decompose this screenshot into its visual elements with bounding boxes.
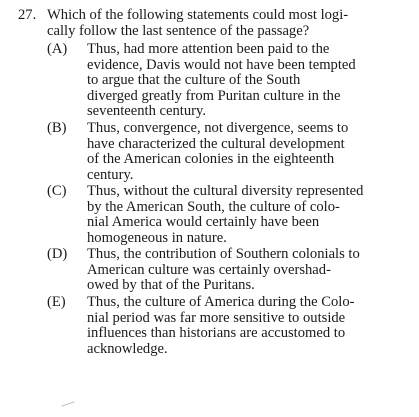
option-label: (B)	[47, 120, 67, 136]
option-label: (A)	[47, 41, 68, 57]
option-text-line: seventeenth century.	[87, 103, 206, 119]
option-text-line: homogeneous in nature.	[87, 229, 227, 246]
question-stem-line: Which of the following statements could most logi-	[47, 7, 349, 23]
option-text-line: acknowledge.	[87, 340, 168, 357]
option-text-line: American culture was certainly overshad-	[87, 261, 331, 278]
option-text-line: influences than historians are accustomed to	[87, 325, 346, 341]
option-text-line: of the American colonies in the eighteenth	[87, 151, 335, 167]
option-text-line: by the American South, the culture of colo-	[87, 198, 340, 215]
option-text-line: Thus, the contribution of Southern colonials to	[87, 246, 360, 262]
option-text-line: Thus, the culture of America during the Colo-	[87, 294, 355, 310]
question-stem-line: cally follow the last sentence of the passage?	[47, 22, 310, 39]
option-label: (C)	[47, 183, 67, 199]
option-label: (D)	[47, 246, 68, 262]
option-text-line: Thus, had more attention been paid to the	[87, 41, 330, 57]
option-text-line: Thus, convergence, not divergence, seems to	[87, 120, 349, 136]
question-number: 27.	[18, 7, 37, 23]
stray-pencil-mark	[61, 401, 75, 407]
option-label: (E)	[47, 294, 66, 310]
option-text-line: owed by that of the Puritans.	[87, 277, 255, 293]
option-text-line: Thus, without the cultural diversity represented	[87, 183, 364, 199]
option-text-line: diverged greatly from Puritan culture in the	[87, 87, 341, 104]
option-text-line: nial America would certainly have been	[87, 214, 320, 230]
option-text-line: have characterized the cultural development	[87, 135, 345, 152]
option-text-line: evidence, Davis would not have been tempted	[87, 56, 356, 73]
option-text-line: nial period was far more sensitive to outside	[87, 309, 346, 326]
option-text-line: to argue that the culture of the South	[87, 72, 301, 88]
option-text-line: century.	[87, 166, 134, 183]
